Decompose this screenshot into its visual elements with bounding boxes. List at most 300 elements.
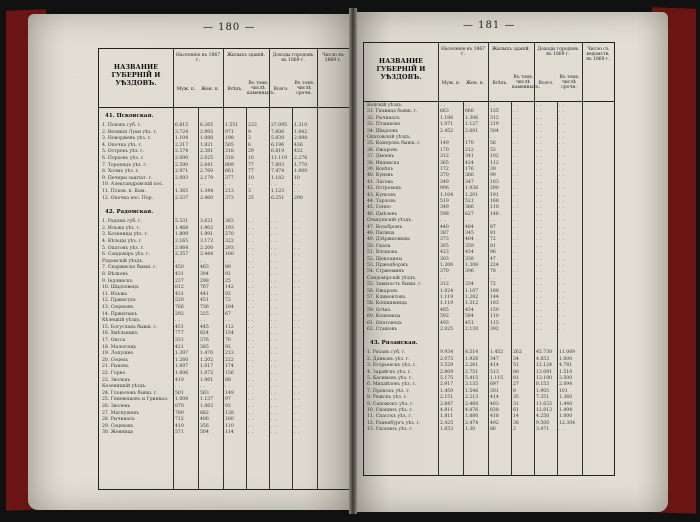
value-cell: 1.365 [175, 189, 189, 194]
value-cell: 1.196 [440, 115, 454, 121]
place-name-cell: 19. Лопушно [102, 351, 134, 357]
place-name-cell: 47. Вольбромъ [367, 224, 403, 230]
value-cell: .. [490, 218, 497, 224]
value-cell: 318 [225, 149, 234, 155]
table-body [99, 109, 349, 489]
value-cell: .. [536, 115, 543, 121]
value-cell: 450 [175, 265, 184, 271]
value-cell: .. [294, 252, 301, 258]
value-cell: .. [559, 288, 566, 294]
value-cell: 27.095 [271, 123, 288, 128]
left-page [28, 14, 353, 510]
value-cell: 824 [200, 331, 209, 337]
value-cell: 146 [490, 211, 499, 217]
value-cell: .. [559, 269, 566, 275]
value-cell: 3 [248, 136, 251, 142]
value-cell: .. [465, 275, 472, 281]
value-cell: 838 [490, 408, 499, 413]
value-cell: 9.500 [536, 420, 550, 426]
value-cell: .. [294, 377, 301, 383]
place-name-cell: 5. Опатовъ уѣз. г. [102, 245, 145, 251]
value-cell: 301 [490, 388, 499, 394]
value-cell: 325 [200, 311, 209, 317]
value-cell: 45.730 [536, 350, 553, 356]
table-header [99, 49, 349, 108]
value-cell: 451 [465, 320, 474, 326]
value-cell: 1.653 [440, 427, 454, 433]
value-cell: .. [271, 265, 278, 271]
value-cell: 1.063 [200, 404, 214, 409]
value-cell: .. [559, 307, 566, 313]
value-cell: 92 [225, 272, 231, 277]
value-cell: 150 [490, 307, 499, 313]
value-cell: .. [559, 427, 566, 433]
value-cell: .. [513, 205, 520, 211]
value-cell: .. [559, 320, 566, 326]
place-name-cell: 55. Завихостъ бывш. г. [367, 282, 422, 288]
value-cell: .. [536, 269, 543, 275]
value-cell: 25 [225, 278, 231, 284]
value-cell: .. [559, 115, 566, 121]
value-cell: 56 [490, 141, 496, 147]
value-cell: 1.104 [440, 192, 454, 198]
value-cell: .. [225, 318, 232, 324]
value-cell: 6.196 [271, 142, 285, 148]
value-cell: .. [513, 147, 520, 153]
value-cell: 661 [225, 169, 234, 175]
place-name-cell: Кѣлецкій уѣздъ. [102, 318, 141, 324]
table-body [364, 103, 614, 475]
value-cell: 89 [225, 265, 231, 271]
value-cell: .. [559, 231, 566, 236]
value-cell: 29 [248, 149, 254, 155]
value-cell: 52 [490, 147, 496, 153]
value-cell: 2.474 [465, 420, 479, 426]
value-cell: .. [513, 186, 520, 192]
value-cell: 303 [440, 256, 449, 262]
value-cell: .. [271, 410, 278, 416]
value-cell: 1.000 [559, 356, 573, 362]
value-cell: .. [271, 272, 278, 277]
value-cell: 3.621 [200, 219, 214, 225]
value-cell: .. [248, 377, 255, 383]
value-cell: 440 [440, 224, 449, 230]
value-cell: 47 [490, 256, 496, 262]
value-cell: .. [271, 351, 278, 357]
value-cell: 5.415 [465, 376, 479, 381]
value-cell: .. [248, 272, 255, 277]
value-cell: .. [536, 141, 543, 147]
place-name-cell: 8. Ряжскъ уѣз. г. [367, 395, 408, 401]
place-name-cell: 50. Скала [367, 243, 391, 249]
value-cell: .. [248, 357, 255, 363]
value-cell: 387 [440, 231, 449, 236]
value-cell: 4.250 [536, 414, 550, 420]
value-cell: .. [513, 250, 520, 256]
value-cell: .. [294, 390, 301, 396]
value-cell: 293 [225, 245, 234, 251]
value-cell: .. [294, 232, 301, 238]
value-cell: 2.971 [175, 169, 189, 175]
value-cell: 2.200 [200, 245, 214, 251]
value-cell: 2.601 [465, 128, 479, 134]
place-name-cell: 10. Александровскій пос. [102, 182, 164, 188]
name-column-header: НАЗВАНИЕ ГУБЕРНІЙ И УѢЗДОВЪ. [111, 63, 161, 87]
value-cell: .. [248, 351, 255, 357]
value-cell: 338 [465, 256, 474, 262]
value-cell: .. [559, 243, 566, 249]
value-cell: .. [271, 298, 278, 304]
count-header: Число съ ведомств. въ 1869 г. [586, 47, 610, 62]
value-cell: 1.000 [559, 414, 573, 420]
value-cell: 10 [294, 175, 300, 181]
value-cell: 154 [225, 331, 234, 337]
value-cell: 212 [465, 147, 474, 153]
value-cell: 445 [200, 324, 209, 330]
place-name-cell: 8. Холмъ уѣз. г. [102, 169, 140, 175]
value-cell: .. [536, 186, 543, 192]
sub-header: Всѣхъ. [227, 87, 243, 92]
value-cell: .. [559, 224, 566, 230]
value-cell: 3.724 [175, 129, 189, 135]
value-cell: 882 [200, 410, 209, 416]
value-cell: .. [559, 141, 566, 147]
place-name-cell: 37. Дмоевъ [367, 154, 395, 160]
value-cell: 2.751 [465, 369, 479, 375]
value-cell: .. [536, 224, 543, 230]
value-cell: 77 [248, 169, 254, 175]
value-cell: .. [559, 250, 566, 256]
place-name-cell: 7. Торопецъ уѣз. г. [102, 162, 148, 168]
value-cell: .. [294, 384, 301, 390]
value-cell: .. [465, 218, 472, 224]
value-cell: 80 [513, 369, 519, 375]
place-name-cell: 36. Ожаровъ [367, 147, 398, 153]
value-cell: 12.124 [536, 363, 553, 369]
value-cell: 1.036 [465, 186, 479, 192]
value-cell: .. [271, 318, 278, 324]
sub-header: Въ томъ числѣ каменныхъ. [247, 81, 276, 96]
value-cell: 38 [513, 420, 519, 426]
value-cell: .. [513, 103, 520, 108]
value-cell: 463 [200, 265, 209, 271]
value-cell: 584 [465, 314, 474, 320]
value-cell: 13.091 [536, 369, 553, 375]
value-cell: 1.510 [559, 369, 573, 375]
value-cell: .. [513, 192, 520, 198]
value-cell: .. [271, 239, 278, 244]
value-cell: 180 [225, 252, 234, 258]
value-cell: 1.182 [271, 175, 285, 181]
value-cell: .. [248, 265, 255, 271]
value-cell: .. [248, 364, 255, 370]
place-name-cell: 9. Сапожокъ уѣз. г. [367, 401, 414, 407]
value-cell: .. [248, 258, 255, 264]
value-cell: .. [200, 258, 207, 264]
value-cell: .. [294, 410, 301, 416]
value-cell: 193 [225, 225, 234, 231]
value-cell: .. [513, 307, 520, 313]
place-name-cell: 5. Островъ уѣз. г. [102, 149, 145, 155]
place-name-cell: 49. Дзѣржковицы [367, 237, 410, 243]
sub-header: Муж. п. [176, 87, 196, 92]
value-cell: .. [513, 211, 520, 217]
value-cell: .. [294, 423, 301, 429]
value-cell: 72 [225, 298, 231, 304]
value-cell: 12.813 [536, 408, 553, 413]
value-cell: .. [294, 189, 301, 194]
place-name-cell: 10. Скопинъ уѣз. г. [367, 408, 414, 413]
value-cell: 424 [465, 160, 474, 166]
value-cell: .. [248, 371, 255, 376]
value-cell: 1.000 [294, 169, 308, 175]
value-cell: .. [271, 364, 278, 370]
value-cell: .. [440, 218, 447, 224]
value-cell: 2.381 [200, 149, 214, 155]
value-cell: 2.025 [440, 327, 454, 332]
value-cell: 86 [490, 427, 496, 433]
value-cell: 298 [200, 278, 209, 284]
value-cell: 114 [225, 430, 234, 436]
value-cell: .. [559, 122, 566, 128]
value-cell: 1.071 [440, 122, 454, 128]
place-name-cell: 13. Сецеховъ [102, 305, 134, 310]
value-cell: 72 [490, 237, 496, 243]
value-cell: 451 [175, 324, 184, 330]
value-cell: 164 [225, 305, 234, 310]
value-cell: .. [536, 103, 543, 108]
value-cell: 2.995 [200, 129, 214, 135]
value-cell: .. [440, 275, 447, 281]
value-cell: .. [513, 275, 520, 281]
value-cell: 31 [513, 401, 519, 407]
place-name-cell: 61. Опатовецъ [367, 320, 402, 326]
value-cell: 1.088 [200, 136, 214, 142]
value-cell: .. [559, 192, 566, 198]
value-cell: 2.165 [175, 239, 189, 244]
value-cell: 198 [225, 136, 234, 142]
value-cell: 112 [225, 324, 234, 330]
value-cell: .. [513, 218, 520, 224]
value-cell: .. [175, 258, 182, 264]
table-row [364, 327, 614, 334]
statistics-table [98, 48, 350, 490]
place-name-cell: 20. Сецехъ [102, 357, 129, 363]
value-cell: 520 [175, 298, 184, 304]
book-spine [349, 8, 357, 514]
value-cell: .. [559, 186, 566, 192]
value-cell: .. [248, 423, 255, 429]
value-cell: 1.440 [559, 401, 573, 407]
value-cell: 183 [490, 301, 499, 307]
place-name-cell: 18. Малогощъ [102, 344, 137, 350]
value-cell: 2.179 [200, 175, 214, 181]
value-cell: .. [559, 147, 566, 153]
value-cell: .. [271, 397, 278, 403]
place-name-cell: Сандомірскій уѣздъ. [367, 275, 417, 281]
value-cell: 27 [513, 382, 519, 388]
value-cell: .. [248, 338, 255, 343]
value-cell: .. [536, 199, 543, 204]
count-header: Число въ 1869 г. [322, 53, 344, 63]
place-name-cell: 9. Іедлинскъ [102, 278, 133, 284]
value-cell: 349 [440, 179, 449, 185]
value-cell: 97 [225, 397, 231, 403]
value-cell: 373 [225, 195, 234, 201]
value-cell: .. [559, 179, 566, 185]
value-cell: 7.351 [536, 395, 550, 401]
value-cell: 6.815 [175, 123, 189, 128]
value-cell: 2.357 [175, 252, 189, 258]
value-cell: 359 [465, 243, 474, 249]
place-name-cell: 57. Климонтовъ [367, 295, 406, 300]
value-cell: 4.876 [465, 408, 479, 413]
value-cell: 1.450 [440, 388, 454, 394]
value-cell: 1.30 [465, 427, 476, 433]
value-cell: .. [513, 327, 520, 332]
section-title: 43. Рязанская. [370, 340, 418, 347]
value-cell: .. [271, 390, 278, 396]
value-cell: 436 [294, 142, 303, 148]
right-page [353, 12, 668, 512]
value-cell: .. [513, 237, 520, 243]
place-name-cell: 11. Спасскъ уѣз. г. [367, 414, 413, 420]
value-cell: 1.360 [559, 395, 573, 401]
place-name-cell: 14. Пржитыкъ [102, 311, 137, 317]
value-cell: .. [513, 224, 520, 230]
value-cell: 1.308 [465, 263, 479, 268]
value-cell: 7.606 [271, 129, 285, 135]
value-cell: 365 [440, 160, 449, 166]
value-cell: .. [513, 282, 520, 288]
value-cell: 99 [490, 173, 496, 179]
value-cell: 213 [225, 189, 234, 194]
value-cell: 1.201 [465, 192, 479, 198]
value-cell: .. [536, 192, 543, 198]
value-cell: .. [536, 173, 543, 179]
value-cell: 1.306 [465, 115, 479, 121]
value-cell: 697 [490, 382, 499, 388]
place-name-cell: 10. Шидловецъ [102, 285, 139, 291]
value-cell: 1.202 [200, 357, 214, 363]
value-cell: 996 [440, 186, 449, 192]
value-cell: .. [513, 295, 520, 300]
value-cell: .. [490, 103, 497, 108]
value-cell: 149 [225, 390, 234, 396]
value-cell: 81 [490, 243, 496, 249]
population-header: Населеніе въ 1867 г. [175, 53, 221, 63]
income-header: Доходы городовъ въ 1869 г. [272, 53, 314, 63]
value-cell: .. [271, 232, 278, 238]
value-cell: 5.039 [271, 136, 285, 142]
value-cell: .. [271, 245, 278, 251]
value-cell: 312 [440, 282, 449, 288]
value-cell: 11.633 [536, 401, 553, 407]
place-name-cell: 12. Раненбургъ уѣз. г. [367, 420, 421, 426]
sub-header: Въ томъ числѣ срочн. [559, 75, 579, 90]
value-cell: .. [490, 275, 497, 281]
value-cell: .. [536, 231, 543, 236]
place-name-cell: 3. Новоржевъ уѣз. г. [102, 136, 152, 142]
value-cell: 34 [513, 356, 519, 362]
place-name-cell: 26. Зволень [102, 404, 131, 409]
value-cell: .. [513, 128, 520, 134]
place-name-cell: 31. Гнавица бывш. г. [367, 109, 418, 115]
value-cell: 93 [225, 404, 231, 409]
sub-header: Жен. п. [465, 81, 484, 86]
value-cell: .. [536, 109, 543, 115]
value-cell: 423 [440, 250, 449, 256]
value-cell: 2.847 [440, 401, 454, 407]
value-cell: .. [294, 344, 301, 350]
place-name-cell: 40. Куневъ [367, 173, 394, 179]
place-name-cell: 3. Козеницы уѣз. г. [102, 232, 149, 238]
value-cell: 8.153 [536, 382, 550, 388]
value-cell: 3.529 [440, 363, 454, 369]
value-cell: 454 [465, 307, 474, 313]
value-cell: .. [271, 291, 278, 297]
value-cell: 6.265 [200, 123, 214, 128]
value-cell: 160 [225, 417, 234, 423]
place-name-cell: 4. Кѣльцы уѣз. г. [102, 239, 143, 244]
value-cell: .. [271, 377, 278, 383]
value-cell: 504 [490, 128, 499, 134]
place-name-cell: Козеницкій уѣздъ. [102, 384, 147, 390]
value-cell: .. [248, 278, 255, 284]
place-name-cell: 60. Кошевица [367, 314, 401, 320]
value-cell: 2.809 [440, 369, 454, 375]
value-cell: 174 [225, 364, 234, 370]
value-cell: 377 [225, 175, 234, 181]
value-cell: 2.261 [465, 363, 479, 369]
value-cell: 11.119 [271, 156, 288, 161]
place-name-cell: 6. Сандоміръ уѣз. г. [102, 252, 150, 258]
value-cell: 2.444 [200, 252, 214, 258]
value-cell: 373 [440, 237, 449, 243]
value-cell: 6.819 [271, 149, 285, 155]
value-cell: 767 [200, 285, 209, 291]
value-cell: 1.821 [200, 142, 214, 148]
value-cell: 188 [490, 288, 499, 294]
place-name-cell: 24. Гловачовъ бывш. г. [102, 390, 158, 396]
value-cell: 67 [225, 311, 231, 317]
buildings-header: Жилыхъ зданій. [226, 53, 266, 58]
value-cell: .. [513, 122, 520, 128]
place-name-cell: 2. Ильжа уѣз. г. [102, 225, 141, 231]
value-cell: .. [248, 384, 255, 390]
value-cell: 410 [175, 423, 184, 429]
value-cell: .. [248, 219, 255, 225]
place-name-cell: 62. Сташовъ [367, 327, 398, 332]
value-cell: 1.097 [175, 364, 189, 370]
value-cell: .. [248, 430, 255, 436]
place-name-cell: 46. Цмѣлевъ [367, 211, 398, 217]
value-cell: .. [536, 147, 543, 153]
value-cell: 2.094 [559, 382, 573, 388]
place-name-cell: 32. Рычивалъ [367, 115, 400, 121]
value-cell: 414 [490, 395, 499, 401]
value-cell: .. [271, 331, 278, 337]
value-cell: 1.310 [294, 123, 308, 128]
value-cell: 777 [175, 331, 184, 337]
value-cell: .. [271, 311, 278, 317]
value-cell: 334 [465, 282, 474, 288]
value-cell: .. [559, 327, 566, 332]
value-cell: .. [225, 258, 232, 264]
place-name-cell: 3. Егорьевскъ уѣз. г. [367, 363, 417, 369]
value-cell: 376 [200, 338, 209, 343]
table-row [99, 196, 349, 203]
